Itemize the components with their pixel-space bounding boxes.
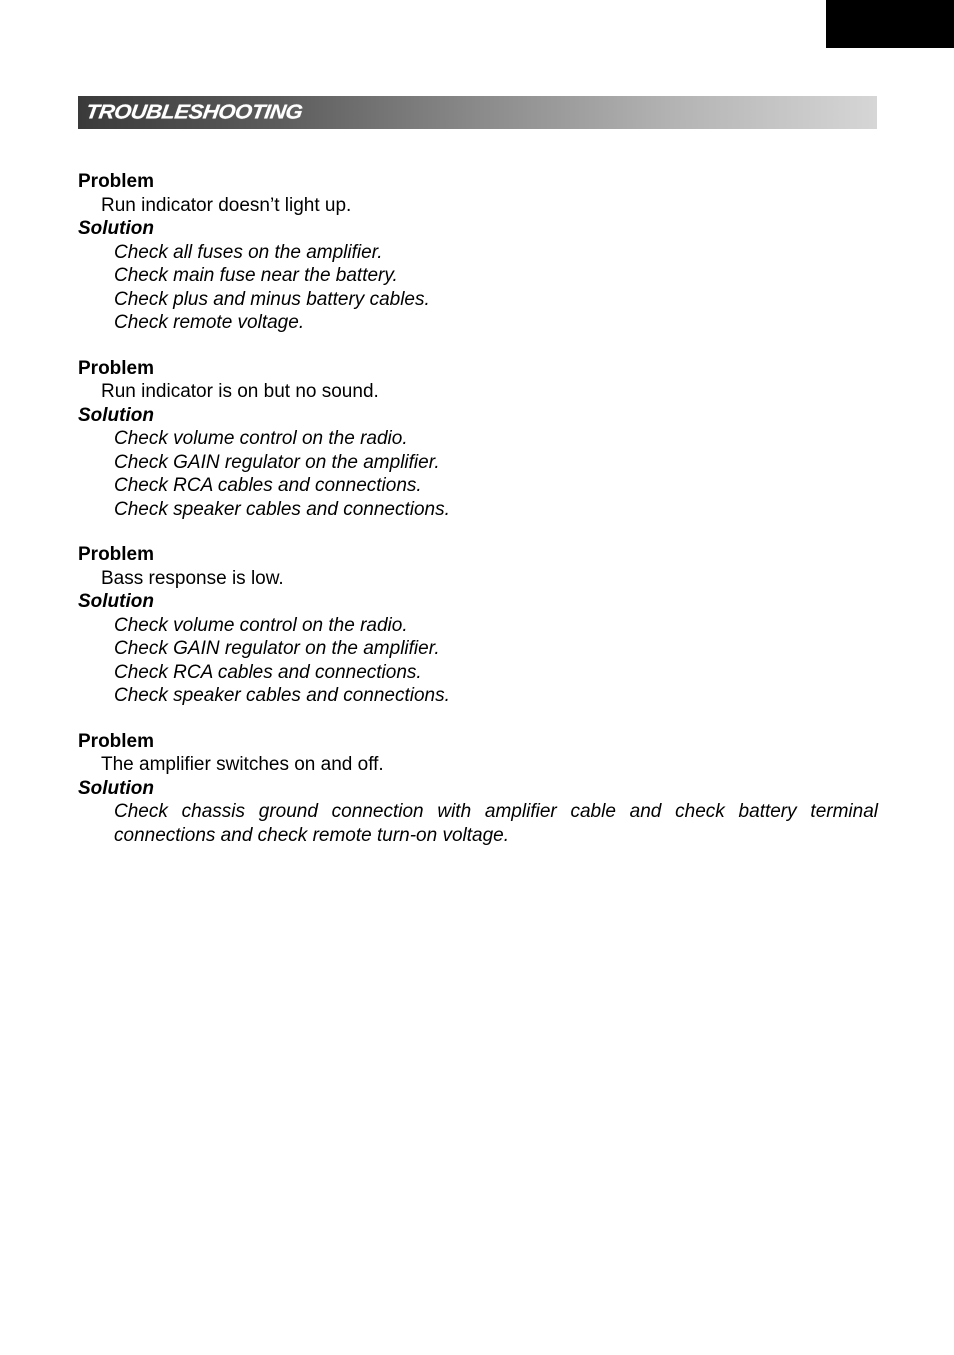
solution-item: Check GAIN regulator on the amplifier. xyxy=(114,451,440,473)
solution-item: Check speaker cables and connections. xyxy=(114,498,450,520)
solution-item: Check volume control on the radio. xyxy=(114,428,408,449)
problem-heading: Problem xyxy=(78,357,155,379)
page-corner-tab xyxy=(826,0,954,48)
problem-description: Run indicator doesn’t light up. xyxy=(101,194,352,216)
solution-list xyxy=(78,427,878,521)
solution-item: Check remote voltage. xyxy=(114,312,305,333)
problem-section xyxy=(78,730,878,848)
solution-list xyxy=(78,800,878,847)
solution-heading: Solution xyxy=(78,404,154,426)
solution-item: Check RCA cables and connections. xyxy=(114,475,422,496)
solution-item: Check chassis ground connection with amplifier cable and check battery terminal connections and check remote turn-on voltage. xyxy=(114,801,878,846)
solution-item: Check GAIN regulator on the amplifier. xyxy=(114,638,440,659)
problem-section xyxy=(78,357,878,522)
problem-description: The amplifier switches on and off. xyxy=(101,754,384,775)
solution-item: Check RCA cables and connections. xyxy=(114,661,422,683)
problem-section xyxy=(78,170,878,335)
page-title: TROUBLESHOOTING xyxy=(84,100,304,124)
solution-item: Check main fuse near the battery. xyxy=(114,265,398,286)
solution-item: Check plus and minus battery cables. xyxy=(114,288,430,310)
problem-description: Bass response is low. xyxy=(101,567,284,589)
solution-item: Check speaker cables and connections. xyxy=(114,685,450,706)
troubleshooting-content xyxy=(78,170,878,869)
solution-heading: Solution xyxy=(78,777,154,799)
solution-list xyxy=(78,614,878,708)
solution-item: Check volume control on the radio. xyxy=(114,614,408,636)
solution-list xyxy=(78,241,878,335)
problem-description: Run indicator is on but no sound. xyxy=(101,381,379,402)
problem-heading: Problem xyxy=(78,544,155,565)
solution-heading: Solution xyxy=(78,591,154,612)
problem-heading: Problem xyxy=(78,171,155,192)
solution-item: Check all fuses on the amplifier. xyxy=(114,241,383,263)
section-header-bar xyxy=(78,96,877,129)
problem-section xyxy=(78,543,878,708)
problem-heading: Problem xyxy=(78,730,155,752)
solution-heading: Solution xyxy=(78,218,154,239)
